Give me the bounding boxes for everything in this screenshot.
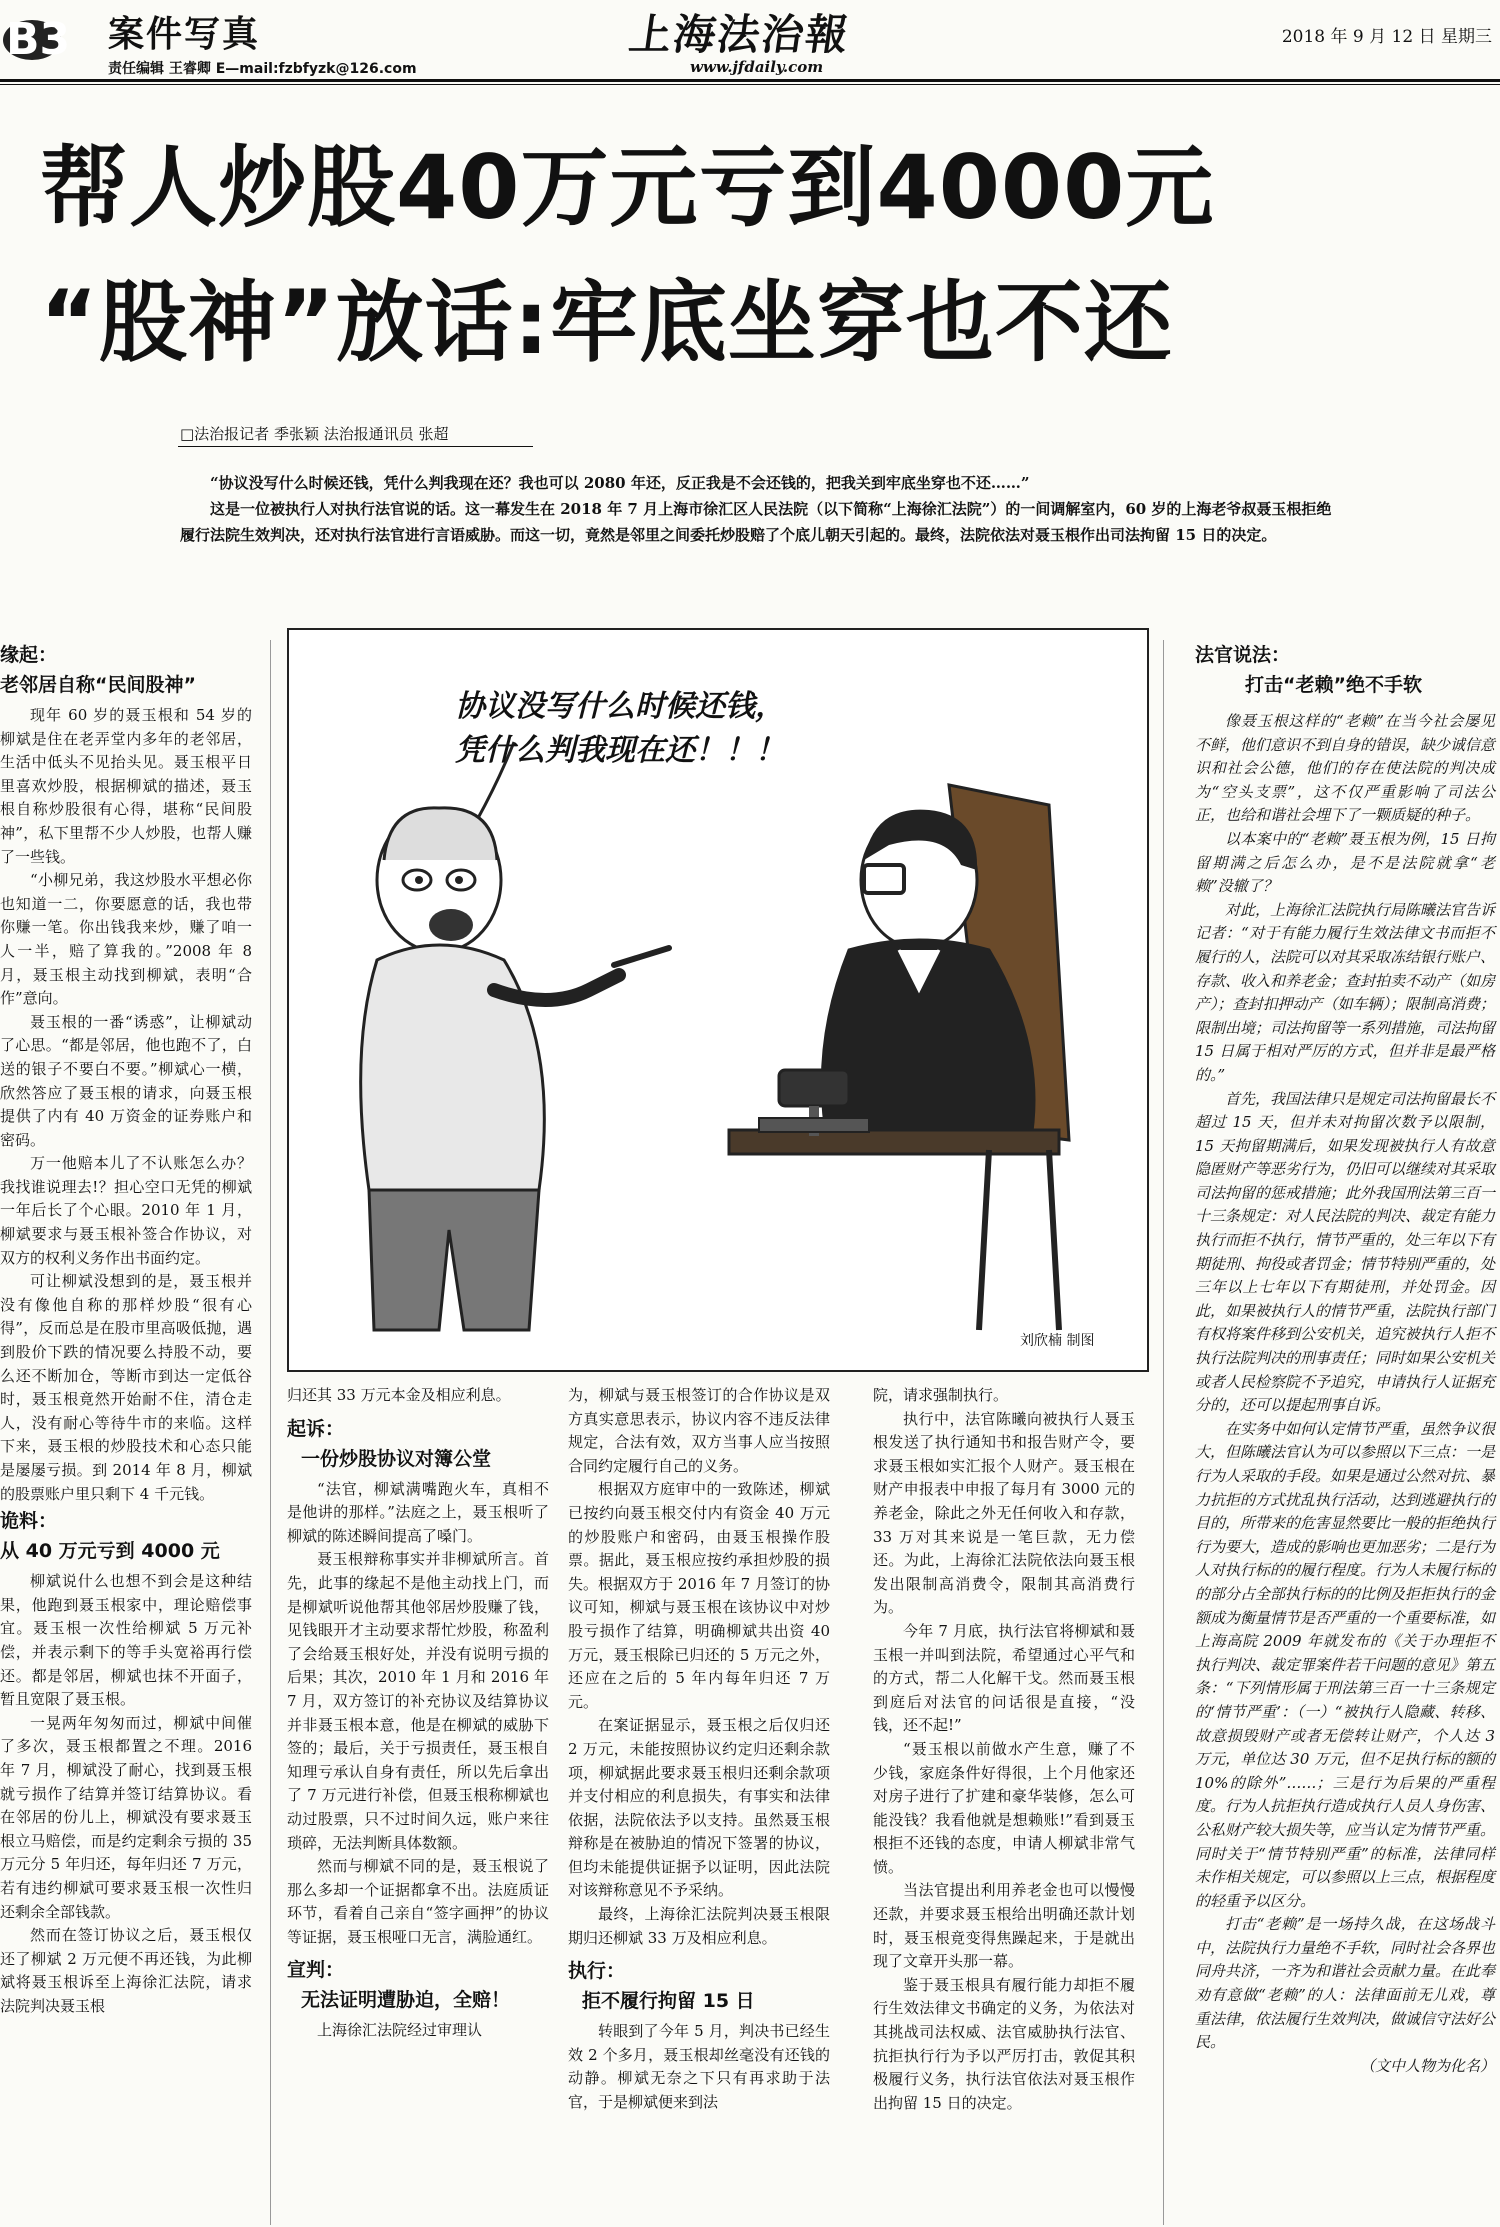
column-right-body xyxy=(1195,710,1495,2078)
section-verdict-title: 宣判： xyxy=(287,1959,345,1982)
paragraph: 柳斌说什么也想不到会是这种结果，他跑到聂玉根家中，理论赔偿事宜。聂玉根一次性给柳斌 5 万元补偿，并表示剩下的等手头宽裕再行偿还。都是邻居，柳斌也抹不开面子，暂且宽限了聂玉根。 xyxy=(0,1572,252,1709)
paragraph: “小柳兄弟，我这炒股水平想必你也知道一二，你要愿意的话，我也带你赚一笔。你出钱我来炒，赚了咱一人一半，赔了算我的。”2008 年 8 月，聂玉根主动找到柳斌，表明“合作”意向。 xyxy=(0,871,252,1008)
man-legs xyxy=(369,1190,539,1330)
column-right xyxy=(1195,640,1495,704)
column-left xyxy=(0,640,252,2018)
masthead-rule xyxy=(0,79,1500,82)
section-enforcement-title: 执行： xyxy=(568,1960,626,1983)
cartoon-speech-bubble xyxy=(455,685,785,773)
speech-line2: 凭什么判我现在还！！！ xyxy=(455,733,785,768)
lead-quote: “协议没写什么时候还钱，凭什么判我现在还？我也可以 2080 年还，反正我是不会还钱的，把我关到牢底坐穿也不还……” xyxy=(210,474,1030,492)
paragraph: 对此，上海徐汇法院执行局陈曦法官告诉记者：“对于有能力履行生效法律文书而拒不履行的人，法院可以对其采取冻结银行账户、存款、收入和养老金；查封拍卖不动产（如房产）；查封扣押动产（如车辆）；限制高消费；限制出境；司法拘留等一系列措施，司法拘留 15 日属于相对严厉的方式，但并非是最严格的。” xyxy=(1195,900,1496,1084)
byline: □法治报记者 季张颖 法治报通讯员 张超 xyxy=(180,425,449,443)
section-verdict-subtitle: 无法证明遭胁迫，全赔！ xyxy=(301,1989,511,2012)
paragraph: 可让柳斌没想到的是，聂玉根并没有像他自称的那样炒股“很有心得”，反而总是在股市里高吸低抛，遇到股价下跌的情况要么持股不动，要么还不断加仓，等断市到达一定低谷时，聂玉根竟然开始耐不住，清仓走人，没有耐心等待牛市的来临。这样下来，聂玉根的炒股技术和心态只能是屡屡亏损。到 2014 年 8 月，柳斌的股票账户里只剩下 4 千元钱。 xyxy=(0,1272,252,1503)
paragraph: 在案证据显示，聂玉根之后仅归还 2 万元，未能按照协议约定归还剩余款项，柳斌据此要求聂玉根归还剩余款项并支付相应的利息损失，有事实和法律依据，法院依法予以支持。虽然聂玉根辩称是在被胁迫的情况下签署的协议，但均未能提供证据予以证明，因此法院对该辩称意见不予采纳。 xyxy=(568,1716,830,1900)
paragraph: “法官，柳斌满嘴跑火车，真相不是他讲的那样。”法庭之上，聂玉根听了柳斌的陈述瞬间提高了嗓门。 xyxy=(287,1479,549,1545)
column-divider xyxy=(1163,640,1164,2225)
footnote: （文中人物为化名） xyxy=(1359,2056,1495,2075)
section-twist-title: 诡料： xyxy=(0,1510,58,1533)
paragraph: 首先，我国法律只是规定司法拘留最长不超过 15 天，但并未对拘留次数予以限制，15 天拘留期满后，如果发现被执行人有故意隐匿财产等恶劣行为，仍旧可以继续对其采取司法拘留的惩戒措施；此外我国刑法第三百一十三条规定：对人民法院的判决、裁定有能力执行而拒不执行，情节严重的，处三年以下有期徒刑、拘役或者罚金；情节特别严重的，处三年以上七年以下有期徒刑，并处罚金。因此，如果被执行人的情节严重，法院执行部门有权将案件移到公安机关，追究被执行人拒不执行法院判决的刑事责任；同时如果公安机关或者人民检察院不予追究，申请执行人证据充分的，还可以提起刑事自诉。 xyxy=(1195,1089,1496,1415)
paragraph: 为，柳斌与聂玉根签订的合作协议是双方真实意思表示，协议内容不违反法律规定，合法有效，双方当事人应当按照合同约定履行自己的义务。 xyxy=(568,1386,830,1475)
paragraph: 然而在签订协议之后，聂玉根仅还了柳斌 2 万元便不再还钱，为此柳斌将聂玉根诉至上海徐汇法院，请求法院判决聂玉根 xyxy=(0,1926,252,2015)
gavel-icon xyxy=(779,1070,849,1106)
bench xyxy=(729,1130,1059,1154)
masthead-rule-thin xyxy=(0,84,1500,85)
section-origin-title: 缘起： xyxy=(0,644,58,666)
paper-name: 上海法治報 xyxy=(626,10,854,59)
paragraph: 院，请求强制执行。 xyxy=(873,1386,1009,1404)
paragraph: 最终，上海徐汇法院判决聂玉根限期归还柳斌 33 万及相应利息。 xyxy=(568,1905,830,1947)
byline-rule xyxy=(178,446,533,447)
headline-line1: 帮人炒股40万元亏到4000元 xyxy=(40,136,1215,239)
headline-line2: “股神”放话:牢底坐穿也不还 xyxy=(40,271,1173,374)
paragraph: 现年 60 岁的聂玉根和 54 岁的柳斌是住在老弄堂内多年的老邻居，生活中低头不见抬头见。聂玉根平日里喜欢炒股，根据柳斌的描述，聂玉根自称炒股很有心得，堪称“民间股神”，私下里帮不少人炒股，也帮人赚了一些钱。 xyxy=(0,706,252,866)
website-link[interactable]: www.jfdaily.com xyxy=(690,58,824,76)
section-judge-subtitle: 打击“老赖”绝不手软 xyxy=(1245,674,1422,696)
column-2 xyxy=(287,1384,549,2043)
paragraph: “聂玉根以前做水产生意，赚了不少钱，家庭条件好得很，上个月他家还对房子进行了扩建和豪华装修，怎么可能没钱？我看他就是想赖账!”看到聂玉根拒不还钱的态度，申请人柳斌非常气愤。 xyxy=(873,1739,1135,1876)
paragraph: 转眼到了今年 5 月，判决书已经生效 2 个多月，聂玉根却丝毫没有还钱的动静。柳斌无奈之下只有再求助于法官，于是柳斌便来到法 xyxy=(568,2022,830,2112)
section-lawsuit-title: 起诉： xyxy=(287,1417,345,1440)
speech-line1: 协议没写什么时候还钱， xyxy=(455,689,785,724)
paragraph: 根据双方庭审中的一致陈述，柳斌已按约向聂玉根交付内有资金 40 万元的炒股账户和密码，由聂玉根操作股票。据此，聂玉根应按约承担炒股的损失。根据双方于 2016 年 7 月签订的协议可知，柳斌与聂玉根在该协议中对炒股亏损作了结算，明确柳斌共出资 40 万元，聂玉根除已归还的 5 万元之外，还应在之后的 5 年内每年归还 7 万元。 xyxy=(568,1480,830,1711)
paragraph: 聂玉根的一番“诱惑”，让柳斌动了心思。“都是邻居，他也跑不了，白送的银子不要白不要。”柳斌心一横，欣然答应了聂玉根的请求，向聂玉根提供了内有 40 万资金的证券账户和密码。 xyxy=(0,1012,252,1149)
masthead xyxy=(0,0,1500,80)
paragraph: 当法官提出利用养老金也可以慢慢还款，并要求聂玉根给出明确还款计划时，聂玉根竟变得焦躁起来，于是就出现了文章开头那一幕。 xyxy=(873,1881,1135,1971)
paragraph: 上海徐汇法院经过审理认 xyxy=(317,2021,483,2040)
paragraph: 在实务中如何认定情节严重，虽然争议很大，但陈曦法官认为可以参照以下三点：一是行为人采取的手段。如果是通过公然对抗、暴力抗拒的方式扰乱执行活动，达到逃避执行的目的，所带来的危害显然要比一般的拒绝执行行为要大，造成的影响也更加恶劣；二是行为人对执行标的的履行程度。行为人未履行标的的部分占全部执行标的的比例及拒拒执行的金额成为衡量情节是否严重的一个重要标准，如上海高院 2009 年就发布的《关于办理拒不执行判决、裁定罪案件若干问题的意见》第五条：“下列情形属于刑法第三百一十三条规定的‘情节严重’：（一）“被执行人隐藏、转移、故意损毁财产或者无偿转让财产，个人达 3 万元，单位达 30 万元，但不足执行标的额的 10%的除外”……；三是行为后果的严重程度。行为人抗拒执行造成执行人员人身伤害、公私财产较大损失等，应当认定为情节严重。同时关于“情节特别严重”的标准，法律同样未作相关规定，可以参照以上三点，根据程度的轻重予以区分。 xyxy=(1195,1419,1496,1910)
paragraph: 万一他赔本儿了不认账怎么办？我找谁说理去!？担心空口无凭的柳斌一年后长了个心眼。2010 年 1 月，柳斌要求与聂玉根补签合作协议，对双方的权利义务作出书面约定。 xyxy=(0,1154,252,1267)
section-title: 案件写真 xyxy=(108,14,261,55)
editor-line: 责任编辑 王睿卿 E—mail:fzbfyzk@126.com xyxy=(108,61,417,77)
man-body xyxy=(361,945,545,1190)
paragraph: 聂玉根辩称事实并非柳斌所言。首先，此事的缘起不是他主动找上门，而是柳斌听说他帮其他邻居炒股赚了钱，见钱眼开才主动要求帮忙炒股，称盈利了会给聂玉根好处，并没有说明亏损的后果；其次，2010 年 1 月和 2016 年 7 月，双方签订的补充协议及结算协议并非聂玉根本意，他是在柳斌的威胁下签的；最后，关于亏损责任，聂玉根自知理亏承认自身有责任，所以先后拿出了 7 万元进行补偿，但聂玉根称柳斌也动过股票，只不过时间久远，账户来往琐碎，无法判断具体数额。 xyxy=(287,1550,549,1852)
section-enforcement-subtitle: 拒不履行拘留 15 日 xyxy=(582,1990,755,2013)
paragraph: 执行中，法官陈曦向被执行人聂玉根发送了执行通知书和报告财产令，要求聂玉根如实汇报个人财产。聂玉根在财产申报表中申报了每月有 3000 元的养老金，除此之外无任何收入和存款，33 万对其来说是一笔巨款，无力偿还。为此，上海徐汇法院依法向聂玉根发出限制高消费令，限制其高消费行为。 xyxy=(873,1409,1135,1617)
paragraph: 然而与柳斌不同的是，聂玉根说了那么多却一个证据都拿不出。法庭质证环节，看着自己亲自“签字画押”的协议等证据，聂玉根哑口无言，满脸通红。 xyxy=(287,1857,549,1946)
issue-date: 2018 年 9 月 12 日 星期三 xyxy=(1281,27,1492,47)
paragraph: 像聂玉根这样的“老赖”在当今社会屡见不鲜，他们意识不到自身的错误，缺少诚信意识和社会公德，他们的存在使法院的判决成为“空头支票”，这不仅严重影响了司法公正，也给和谐社会埋下了一颗质疑的种子。 xyxy=(1195,712,1496,825)
paragraph: 今年 7 月底，执行法官将柳斌和聂玉根一并叫到法院，希望通过心平气和的方式，帮二人化解干戈。然而聂玉根到庭后对法官的问话很是直接，“没钱，还不起!” xyxy=(873,1621,1135,1735)
page-badge-label: B3 xyxy=(6,14,71,65)
column-4 xyxy=(873,1384,1135,2115)
section-twist-subtitle: 从 40 万元亏到 4000 元 xyxy=(0,1540,220,1563)
page-badge xyxy=(2,2,97,66)
cartoon-credit: 刘欣楠 制图 xyxy=(1020,1333,1095,1349)
paragraph: 以本案中的“老赖”聂玉根为例，15 日拘留期满之后怎么办，是不是法院就拿“老赖”没辙了？ xyxy=(1195,829,1495,896)
paragraph: 鉴于聂玉根具有履行能力却拒不履行生效法律文书确定的义务，为依法对其挑战司法权威、法官威胁执行法官、抗拒执行行为予以严厉打击，敦促其积极履行义务，执行法官依法对聂玉根作出拘留 15 日的决定。 xyxy=(873,1975,1135,2112)
section-origin-subtitle: 老邻居自称“民间股神” xyxy=(0,674,196,696)
lead xyxy=(180,470,1340,548)
paragraph: 一晃两年匆匆而过，柳斌中间催了多次，聂玉根都置之不理。2016 年 7 月，柳斌没了耐心，找到聂玉根就亏损作了结算并签订结算协议。看在邻居的份儿上，柳斌没有要求聂玉根立马赔偿，而是约定剩余亏损的 35 万元分 5 年归还，每年归还 7 万元，若有违约柳斌可要求聂玉根一次性归还剩余全部钱款。 xyxy=(0,1713,252,1921)
section-lawsuit-subtitle: 一份炒股协议对簿公堂 xyxy=(301,1447,492,1470)
lead-summary: 这是一位被执行人对执行法官说的话。这一幕发生在 2018 年 7 月上海市徐汇区人民法院（以下简称“上海徐汇法院”）的一间调解室内，60 岁的上海老爷叔聂玉根拒绝履行法院生效判决，还对执行法官进行言语威胁。而这一切，竟然是邻里之间委托炒股赔了个底儿朝天引起的。最终，法院依法对聂玉根作出司法拘留 15 日的决定。 xyxy=(180,500,1332,544)
section-judge-title: 法官说法： xyxy=(1195,644,1291,666)
column-3 xyxy=(568,1384,830,2115)
paragraph: 归还其 33 万元本金及相应利息。 xyxy=(287,1386,511,1404)
paragraph: 打击“老赖”是一场持久战，在这场战斗中，法院执行力量绝不手软，同时社会各界也同舟共济，一齐为和谐社会贡献力量。在此奉劝有意做“老赖”的人：法律面前无儿戏，尊重法律，依法履行生效判决，做诚信守法好公民。 xyxy=(1195,1915,1496,2052)
column-divider xyxy=(270,640,271,2225)
